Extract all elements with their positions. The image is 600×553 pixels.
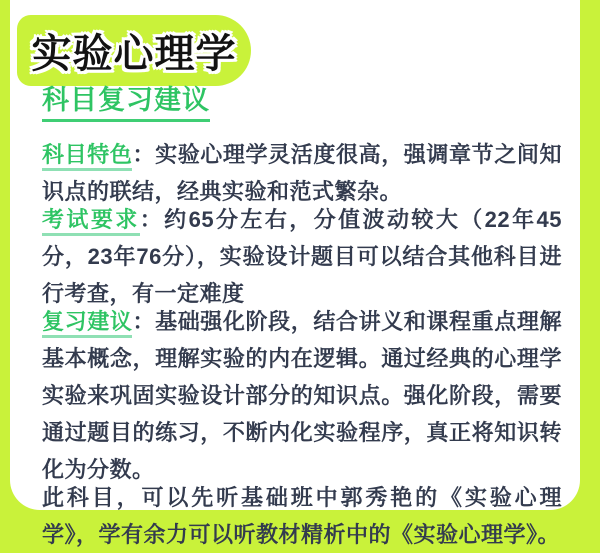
- paragraph-subject-features: [42, 136, 562, 210]
- paragraph-exam-requirements: [42, 201, 562, 312]
- card-content: [42, 84, 562, 553]
- title-banner: [17, 15, 251, 86]
- paragraph-review-advice: [42, 303, 562, 488]
- text-subject-features: 实验心理学灵活度很高，强调章节之间知识点的联结，经典实验和范式繁杂。: [42, 142, 562, 204]
- label-subject-features: 科目特色: [42, 142, 132, 171]
- text-review-advice: 基础强化阶段，结合讲义和课程重点理解基本概念，理解实验的内在逻辑。通过经典的心理学实验来巩固实验设计部分的知识点。强化阶段，需要通过题目的练习，不断内化实验程序，真正将知识转化为分数。: [42, 309, 562, 482]
- text-exam-requirements: 约65分左右，分值波动较大（22年45分，23年76分），实验设计题目可以结合其他科目进行考查，有一定难度: [42, 207, 562, 306]
- label-review-advice: 复习建议: [42, 309, 132, 338]
- label-colon: ：: [139, 207, 165, 232]
- section-heading: 科目复习建议: [42, 84, 210, 122]
- page-title: 实验心理学: [31, 32, 237, 76]
- paragraph-closing-note: [42, 479, 562, 553]
- label-colon: ：: [132, 309, 156, 334]
- label-colon: ：: [132, 142, 156, 167]
- label-exam-requirements: 考试要求: [42, 207, 140, 236]
- text-closing-note: 此科目，可以先听基础班中郭秀艳的《实验心理学》，学有余力可以听教材精析中的《实验心理学》。: [42, 485, 562, 547]
